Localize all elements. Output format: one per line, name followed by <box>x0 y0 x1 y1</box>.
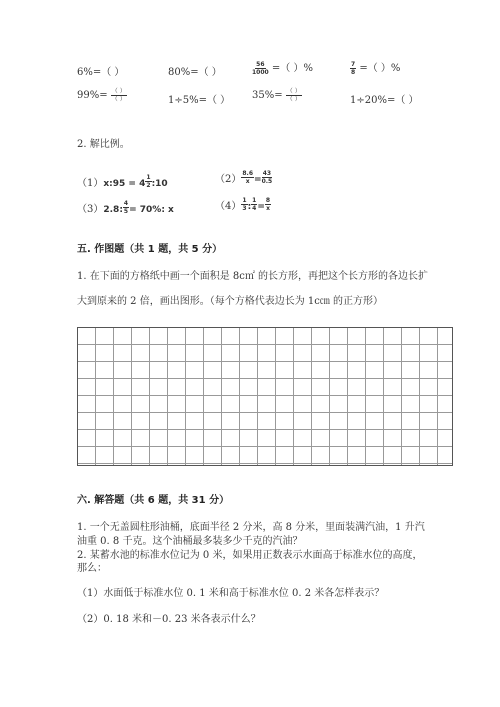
proportion-label: （1） <box>77 178 104 189</box>
row2-item-b: 1÷5%=（ ） <box>168 95 231 106</box>
fraction-denominator: （ ） <box>286 96 301 103</box>
fraction-denominator: 0.5 <box>261 178 273 185</box>
fraction-denominator: （ ） <box>111 96 126 103</box>
fraction-denominator: 1000 <box>252 69 269 76</box>
fraction-numerator: 4 <box>123 200 129 207</box>
fraction-denominator: 3 <box>242 205 247 212</box>
section-6-q2-sub-2: （2）0. 18 米和－0. 23 米各表示什么？ <box>77 614 261 625</box>
question-2-title: 2. 解比例。 <box>77 139 130 150</box>
proportion-label: （2） <box>215 174 242 185</box>
section-6-heading: 六. 解答题（共 6 题，共 31 分） <box>77 495 230 506</box>
section-5-heading: 五. 作图题（共 1 题，共 5 分） <box>77 244 223 255</box>
fraction-numerator: 43 <box>262 170 272 177</box>
fraction-numerator: 8 <box>265 197 271 204</box>
section-5-line-2: 大到原来的 2 倍，画出图形。（每个方格代表边长为 1c㎝ 的正方形） <box>77 296 384 307</box>
row2-item-d: 1÷20%=（ ） <box>350 95 419 106</box>
proportion-4 <box>215 194 271 213</box>
fraction-denominator: 8 <box>351 69 356 76</box>
proportion-1-expr: x:95 = 4 <box>103 179 146 189</box>
fraction-numerator: 1 <box>146 174 151 181</box>
square-grid-paper[interactable] <box>77 327 453 466</box>
equals-sign: = <box>254 175 262 185</box>
row2-item-a <box>77 88 127 103</box>
proportion-1 <box>77 171 168 190</box>
proportion-label: （3） <box>77 204 104 215</box>
fraction-numerator: 7 <box>351 61 356 68</box>
fraction-numerator: 8.6 <box>242 170 254 177</box>
row1-item-d-tail: =（ ）% <box>359 63 401 74</box>
row1-item-b: 80%=（ ） <box>168 67 222 78</box>
row1-item-c <box>252 59 313 76</box>
fraction-numerator: （ ） <box>111 88 126 95</box>
row2-item-c <box>252 88 302 103</box>
section-6-q2-line-1: 2. 某蓄水池的标准水位记为 0 米，如果用正数表示水面高于标准水位的高度， <box>77 550 423 561</box>
proportion-3 <box>77 197 174 216</box>
ratio-colon: : <box>247 202 252 212</box>
proportion-3-expr-b: = 70%: x <box>129 205 174 215</box>
section-5-line-1: 1. 在下面的方格纸中画一个面积是 8c㎡ 的长方形，再把这个长方形的各边长扩 <box>77 271 429 282</box>
section-6-q2-line-2: 那么： <box>77 563 107 574</box>
fraction-denominator: x <box>245 178 250 185</box>
fraction-denominator: 2 <box>146 182 151 189</box>
equals-sign: = <box>257 202 265 212</box>
proportion-1-tail: :10 <box>151 179 168 189</box>
section-6-q2-sub-1: （1）水面低于标准水位 0. 1 米和高于标准水位 0. 2 米各怎样表示？ <box>77 588 385 599</box>
fraction-numerator: 1 <box>242 197 247 204</box>
proportion-3-expr-a: 2.8: <box>103 205 123 215</box>
fraction-numerator: （ ） <box>286 88 301 95</box>
row2-item-c-head: 35%= <box>252 90 283 101</box>
section-6-q1-line-1: 1. 一个无盖圆柱形油桶，底面半径 2 分米，高 8 分米，里面装满汽油，1 升汽 <box>77 522 425 533</box>
proportion-2 <box>215 167 272 186</box>
row1-item-c-tail: =（ ）% <box>271 63 313 74</box>
section-6-q1-line-2: 油重 0. 8 千克。这个油桶最多装多少千克的汽油？ <box>77 536 303 547</box>
fraction-denominator: 5 <box>123 208 129 215</box>
fraction-numerator: 56 <box>256 61 265 68</box>
fraction-denominator: x <box>266 205 270 212</box>
fraction-numerator: 1 <box>252 197 257 204</box>
row1-item-a: 6%=（ ） <box>77 67 125 78</box>
fraction-denominator: 4 <box>252 205 257 212</box>
proportion-label: （4） <box>215 201 242 212</box>
row1-item-d <box>350 59 400 76</box>
row2-item-a-head: 99%= <box>77 90 108 101</box>
